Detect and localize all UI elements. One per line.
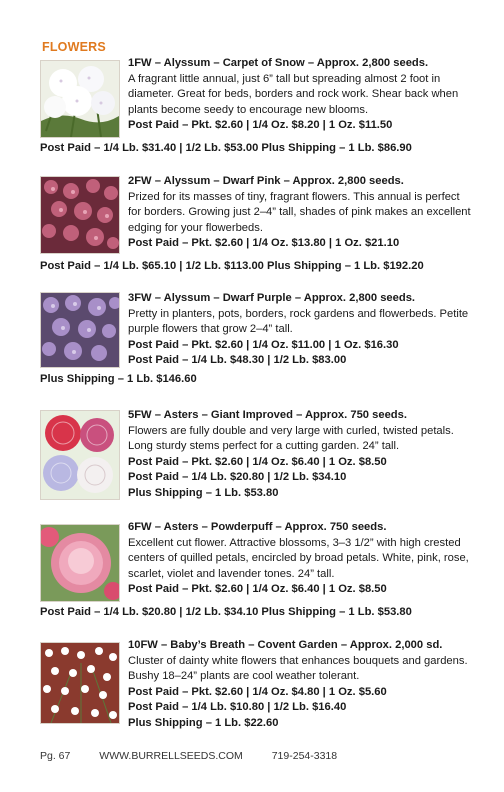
product-title: 6FW – Asters – Powderpuff – Approx. 750 seeds.: [128, 521, 387, 533]
product-description: Cluster of dainty white flowers that enhances bouquets and gardens. Bushy 18–24” plants are cool weather tolerant.: [128, 654, 468, 683]
product-description: A fragrant little annual, just 6” tall but spreading almost 2 foot in diameter. Great for beds, borders and rock work. Shear back when plants become seedy to encourage new blooms.: [128, 72, 459, 116]
price-line: Post Paid – Pkt. $2.60 | 1/4 Oz. $11.00 | 1 Oz. $16.30: [128, 338, 399, 351]
product-title: 3FW – Alyssum – Dwarf Purple – Approx. 2,800 seeds.: [128, 292, 416, 304]
product-description: Flowers are fully double and very large with curled, twisted petals. Long sturdy stems perfect for a cutting garden. 24” tall.: [128, 424, 454, 453]
price-line: Post Paid – Pkt. $2.60 | 1/4 Oz. $6.40 | 1 Oz. $8.50: [128, 583, 387, 596]
price-line-inline: Post Paid – Pkt. $2.60 | 1/4 Oz. $6.40 | 1 Oz. $8.50: [128, 455, 387, 468]
price-line: Plus Shipping – 1 Lb. $53.80: [128, 486, 279, 499]
page-footer: [40, 750, 363, 762]
product-title: 1FW – Alyssum – Carpet of Snow – Approx. 2,800 seeds.: [128, 57, 429, 69]
pink-alyssum-image: [40, 176, 120, 254]
price-line: Post Paid – Pkt. $2.60 | 1/4 Oz. $8.20 | 1 Oz. $11.50: [128, 119, 393, 132]
price-line: Post Paid – 1/4 Lb. $48.30 | 1/2 Lb. $83.00: [128, 354, 347, 367]
website-link[interactable]: WWW.BURRELLSEEDS.COM: [99, 750, 243, 762]
product-description: Pretty in planters, pots, borders, rock gardens and flowerbeds. Petite purple flowers that grow 2–4” tall.: [128, 307, 469, 336]
price-line: Plus Shipping – 1 Lb. $22.60: [128, 716, 279, 729]
page-number: Pg. 67: [40, 750, 71, 762]
babys-breath-image: [40, 642, 120, 724]
product-description: Prized for its masses of tiny, fragrant flowers. This annual is perfect for borders. Growing just 2–4” tall, shades of pink makes an excellent edging for your flowerbeds.: [128, 190, 471, 234]
price-line: Post Paid – 1/4 Lb. $10.80 | 1/2 Lb. $16.40: [128, 701, 347, 714]
price-line: Post Paid – Pkt. $2.60 | 1/4 Oz. $13.80 | 1 Oz. $21.10: [128, 237, 400, 250]
product-title: 5FW – Asters – Giant Improved – Approx. 750 seeds.: [128, 409, 407, 421]
purple-alyssum-image: [40, 292, 120, 368]
price-line-full: Post Paid – 1/4 Lb. $65.10 | 1/2 Lb. $113.00 Plus Shipping – 1 Lb. $192.20: [40, 260, 424, 272]
powderpuff-asters-image: [40, 524, 120, 602]
price-line-full: Post Paid – 1/4 Lb. $31.40 | 1/2 Lb. $53.00 Plus Shipping – 1 Lb. $86.90: [40, 142, 412, 154]
price-line: Post Paid – 1/4 Lb. $20.80 | 1/2 Lb. $34.10: [128, 471, 347, 484]
white-alyssum-image: [40, 60, 120, 138]
price-line-full: Plus Shipping – 1 Lb. $146.60: [40, 373, 197, 385]
price-line-full: Post Paid – 1/4 Lb. $20.80 | 1/2 Lb. $34.10 Plus Shipping – 1 Lb. $53.80: [40, 606, 412, 618]
price-line: Post Paid – Pkt. $2.60 | 1/4 Oz. $4.80 | 1 Oz. $5.60: [128, 685, 387, 698]
product-title: 2FW – Alyssum – Dwarf Pink – Approx. 2,800 seeds.: [128, 175, 404, 187]
product-description: Excellent cut flower. Attractive blossoms, 3–3 1/2” with high crested centers of quilled petals, encircled by broad petals. White, pink, rose, scarlet, violet and lavender tones. 24” tall.: [128, 536, 469, 580]
phone-number: 719-254-3318: [271, 750, 338, 762]
giant-asters-image: [40, 410, 120, 500]
section-title: FLOWERS: [42, 40, 106, 54]
product-title: 10FW – Baby’s Breath – Covent Garden – Approx. 2,000 sd.: [128, 639, 443, 651]
